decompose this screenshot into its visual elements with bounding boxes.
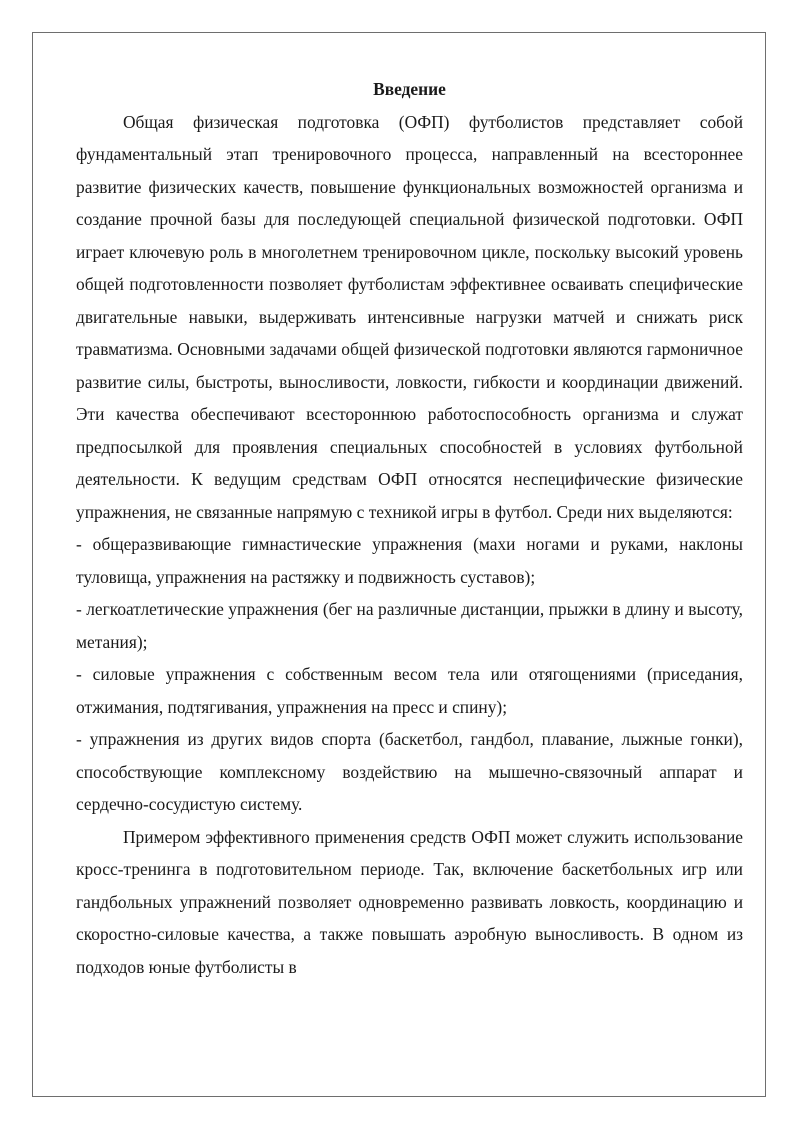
document-body	[76, 73, 743, 983]
document-title: Введение	[373, 79, 446, 99]
list-item-other-sports: - упражнения из других видов спорта (баскетбол, гандбол, плавание, лыжные гонки), способствующие комплексному воздействию на мышечно-связочный аппарат и сердечно-сосудистую систему.	[76, 729, 743, 814]
list-item-athletics: - легкоатлетические упражнения (бег на различные дистанции, прыжки в длину и высоту, метания);	[76, 599, 743, 652]
intro-paragraph: Общая физическая подготовка (ОФП) футболистов представляет собой фундаментальный этап тренировочного процесса, направленный на всестороннее развитие физических качеств, повышение функциональных возможностей организма и создание прочной базы для последующей специальной физической подготовки. ОФП играет ключевую роль в многолетнем тренировочном цикле, поскольку высокий уровень общей подготовленности позволяет футболистам эффективнее осваивать специфические двигательные навыки, выдерживать интенсивные нагрузки матчей и снижать риск травматизма. Основными задачами общей физической подготовки являются гармоничное развитие силы, быстроты, выносливости, ловкости, гибкости и координации движений. Эти качества обеспечивают всестороннюю работоспособность организма и служат предпосылкой для проявления специальных способностей в условиях футбольной деятельности. К ведущим средствам ОФП относятся неспецифические физические упражнения, не связанные напрямую с техникой игры в футбол. Среди них выделяются:	[76, 111, 743, 522]
list-item-gymnastics: - общеразвивающие гимнастические упражнения (махи ногами и руками, наклоны туловища, упражнения на растяжку и подвижность суставов);	[76, 534, 743, 587]
list-item-strength: - силовые упражнения с собственным весом тела или отягощениями (приседания, отжимания, подтягивания, упражнения на пресс и спину);	[76, 664, 743, 717]
closing-paragraph: Примером эффективного применения средств ОФП может служить использование кросс-тренинга в подготовительном периоде. Так, включение баскетбольных игр или гандбольных упражнений позволяет одновременно развивать ловкость, координацию и скоростно-силовые качества, а также повышать аэробную выносливость. В одном из подходов юные футболисты в	[76, 826, 743, 977]
document-page	[32, 32, 766, 1097]
